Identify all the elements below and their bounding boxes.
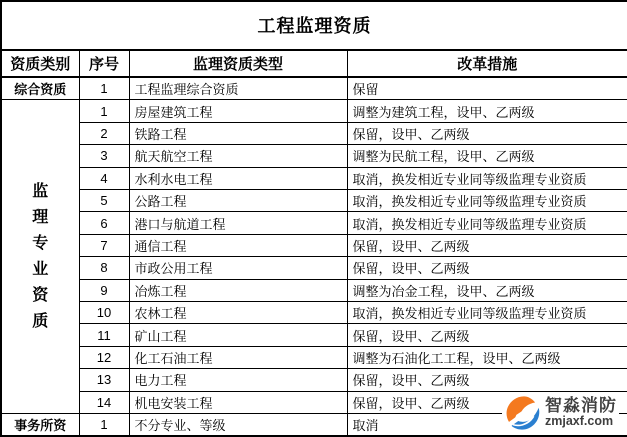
- cell-serial: 10: [79, 301, 129, 323]
- cell-serial: 13: [79, 369, 129, 391]
- cell-type: 航天航空工程: [129, 145, 347, 167]
- category-specialty-label: 监理专业资质: [32, 182, 49, 330]
- category-comprehensive: 综合资质: [1, 77, 79, 99]
- cell-measure: 保留，设甲、乙两级: [347, 122, 627, 144]
- cell-serial: 6: [79, 212, 129, 234]
- cell-serial: 11: [79, 324, 129, 346]
- cell-type: 公路工程: [129, 189, 347, 211]
- watermark-text: [545, 397, 617, 429]
- cell-type: 通信工程: [129, 234, 347, 256]
- category-specialty: [1, 100, 79, 414]
- cell-serial: 2: [79, 122, 129, 144]
- cell-serial: 7: [79, 234, 129, 256]
- cell-serial: 9: [79, 279, 129, 301]
- table-header-row: [1, 50, 627, 78]
- cell-measure: 调整为民航工程，设甲、乙两级: [347, 145, 627, 167]
- cell-type: 农林工程: [129, 301, 347, 323]
- cell-measure: 保留，设甲、乙两级: [347, 257, 627, 279]
- table-row: [1, 189, 627, 211]
- cell-serial: 5: [79, 189, 129, 211]
- watermark-brand: 智淼消防: [545, 396, 617, 416]
- table-row: [1, 100, 627, 122]
- cell-serial: 12: [79, 346, 129, 368]
- zhimiao-logo-icon: [504, 394, 542, 432]
- table-row: [1, 324, 627, 346]
- cell-measure: 取消，换发相近专业同等级监理专业资质: [347, 301, 627, 323]
- cell-serial: 1: [79, 413, 129, 436]
- category-firm: 事务所资: [1, 413, 79, 436]
- cell-serial: 14: [79, 391, 129, 413]
- table-row: [1, 301, 627, 323]
- cell-serial: 8: [79, 257, 129, 279]
- cell-serial: 3: [79, 145, 129, 167]
- cell-serial: 4: [79, 167, 129, 189]
- cell-type: 港口与航道工程: [129, 212, 347, 234]
- cell-measure: 调整为石油化工工程，设甲、乙两级: [347, 346, 627, 368]
- table-row: [1, 77, 627, 99]
- cell-measure: 保留，设甲、乙两级: [347, 391, 627, 413]
- cell-measure: 保留，设甲、乙两级: [347, 234, 627, 256]
- cell-type: 电力工程: [129, 369, 347, 391]
- cell-type: 市政公用工程: [129, 257, 347, 279]
- table-row: [1, 122, 627, 144]
- cell-measure: 取消，换发相近专业同等级监理专业资质: [347, 167, 627, 189]
- table-row: [1, 257, 627, 279]
- table-row: [1, 212, 627, 234]
- cell-measure: 取消: [347, 413, 627, 436]
- cell-measure: 取消，换发相近专业同等级监理专业资质: [347, 189, 627, 211]
- cell-type: 矿山工程: [129, 324, 347, 346]
- cell-measure: 调整为建筑工程，设甲、乙两级: [347, 100, 627, 122]
- cell-measure: 保留，设甲、乙两级: [347, 369, 627, 391]
- table-row: [1, 369, 627, 391]
- cell-measure: 取消，换发相近专业同等级监理专业资质: [347, 212, 627, 234]
- watermark: [502, 394, 619, 432]
- table-row: [1, 167, 627, 189]
- cell-measure: 保留: [347, 77, 627, 99]
- cell-type: 不分专业、等级: [129, 413, 347, 436]
- cell-type: 机电安装工程: [129, 391, 347, 413]
- page-title: 工程监理资质: [1, 1, 627, 50]
- header-serial: 序号: [79, 50, 129, 78]
- cell-type: 水利水电工程: [129, 167, 347, 189]
- table-row: [1, 346, 627, 368]
- header-type: 监理资质类型: [129, 50, 347, 78]
- cell-measure: 保留，设甲、乙两级: [347, 324, 627, 346]
- table-row: [1, 234, 627, 256]
- cell-type: 铁路工程: [129, 122, 347, 144]
- cell-measure: 调整为冶金工程，设甲、乙两级: [347, 279, 627, 301]
- cell-serial: 1: [79, 77, 129, 99]
- cell-type: 工程监理综合资质: [129, 77, 347, 99]
- cell-type: 冶炼工程: [129, 279, 347, 301]
- header-measure: 改革措施: [347, 50, 627, 78]
- table-row: [1, 145, 627, 167]
- cell-type: 化工石油工程: [129, 346, 347, 368]
- table-row: [1, 279, 627, 301]
- header-category: 资质类别: [1, 50, 79, 78]
- cell-type: 房屋建筑工程: [129, 100, 347, 122]
- table-title-row: [1, 1, 627, 50]
- cell-serial: 1: [79, 100, 129, 122]
- watermark-domain: zmjaxf.com: [545, 414, 614, 429]
